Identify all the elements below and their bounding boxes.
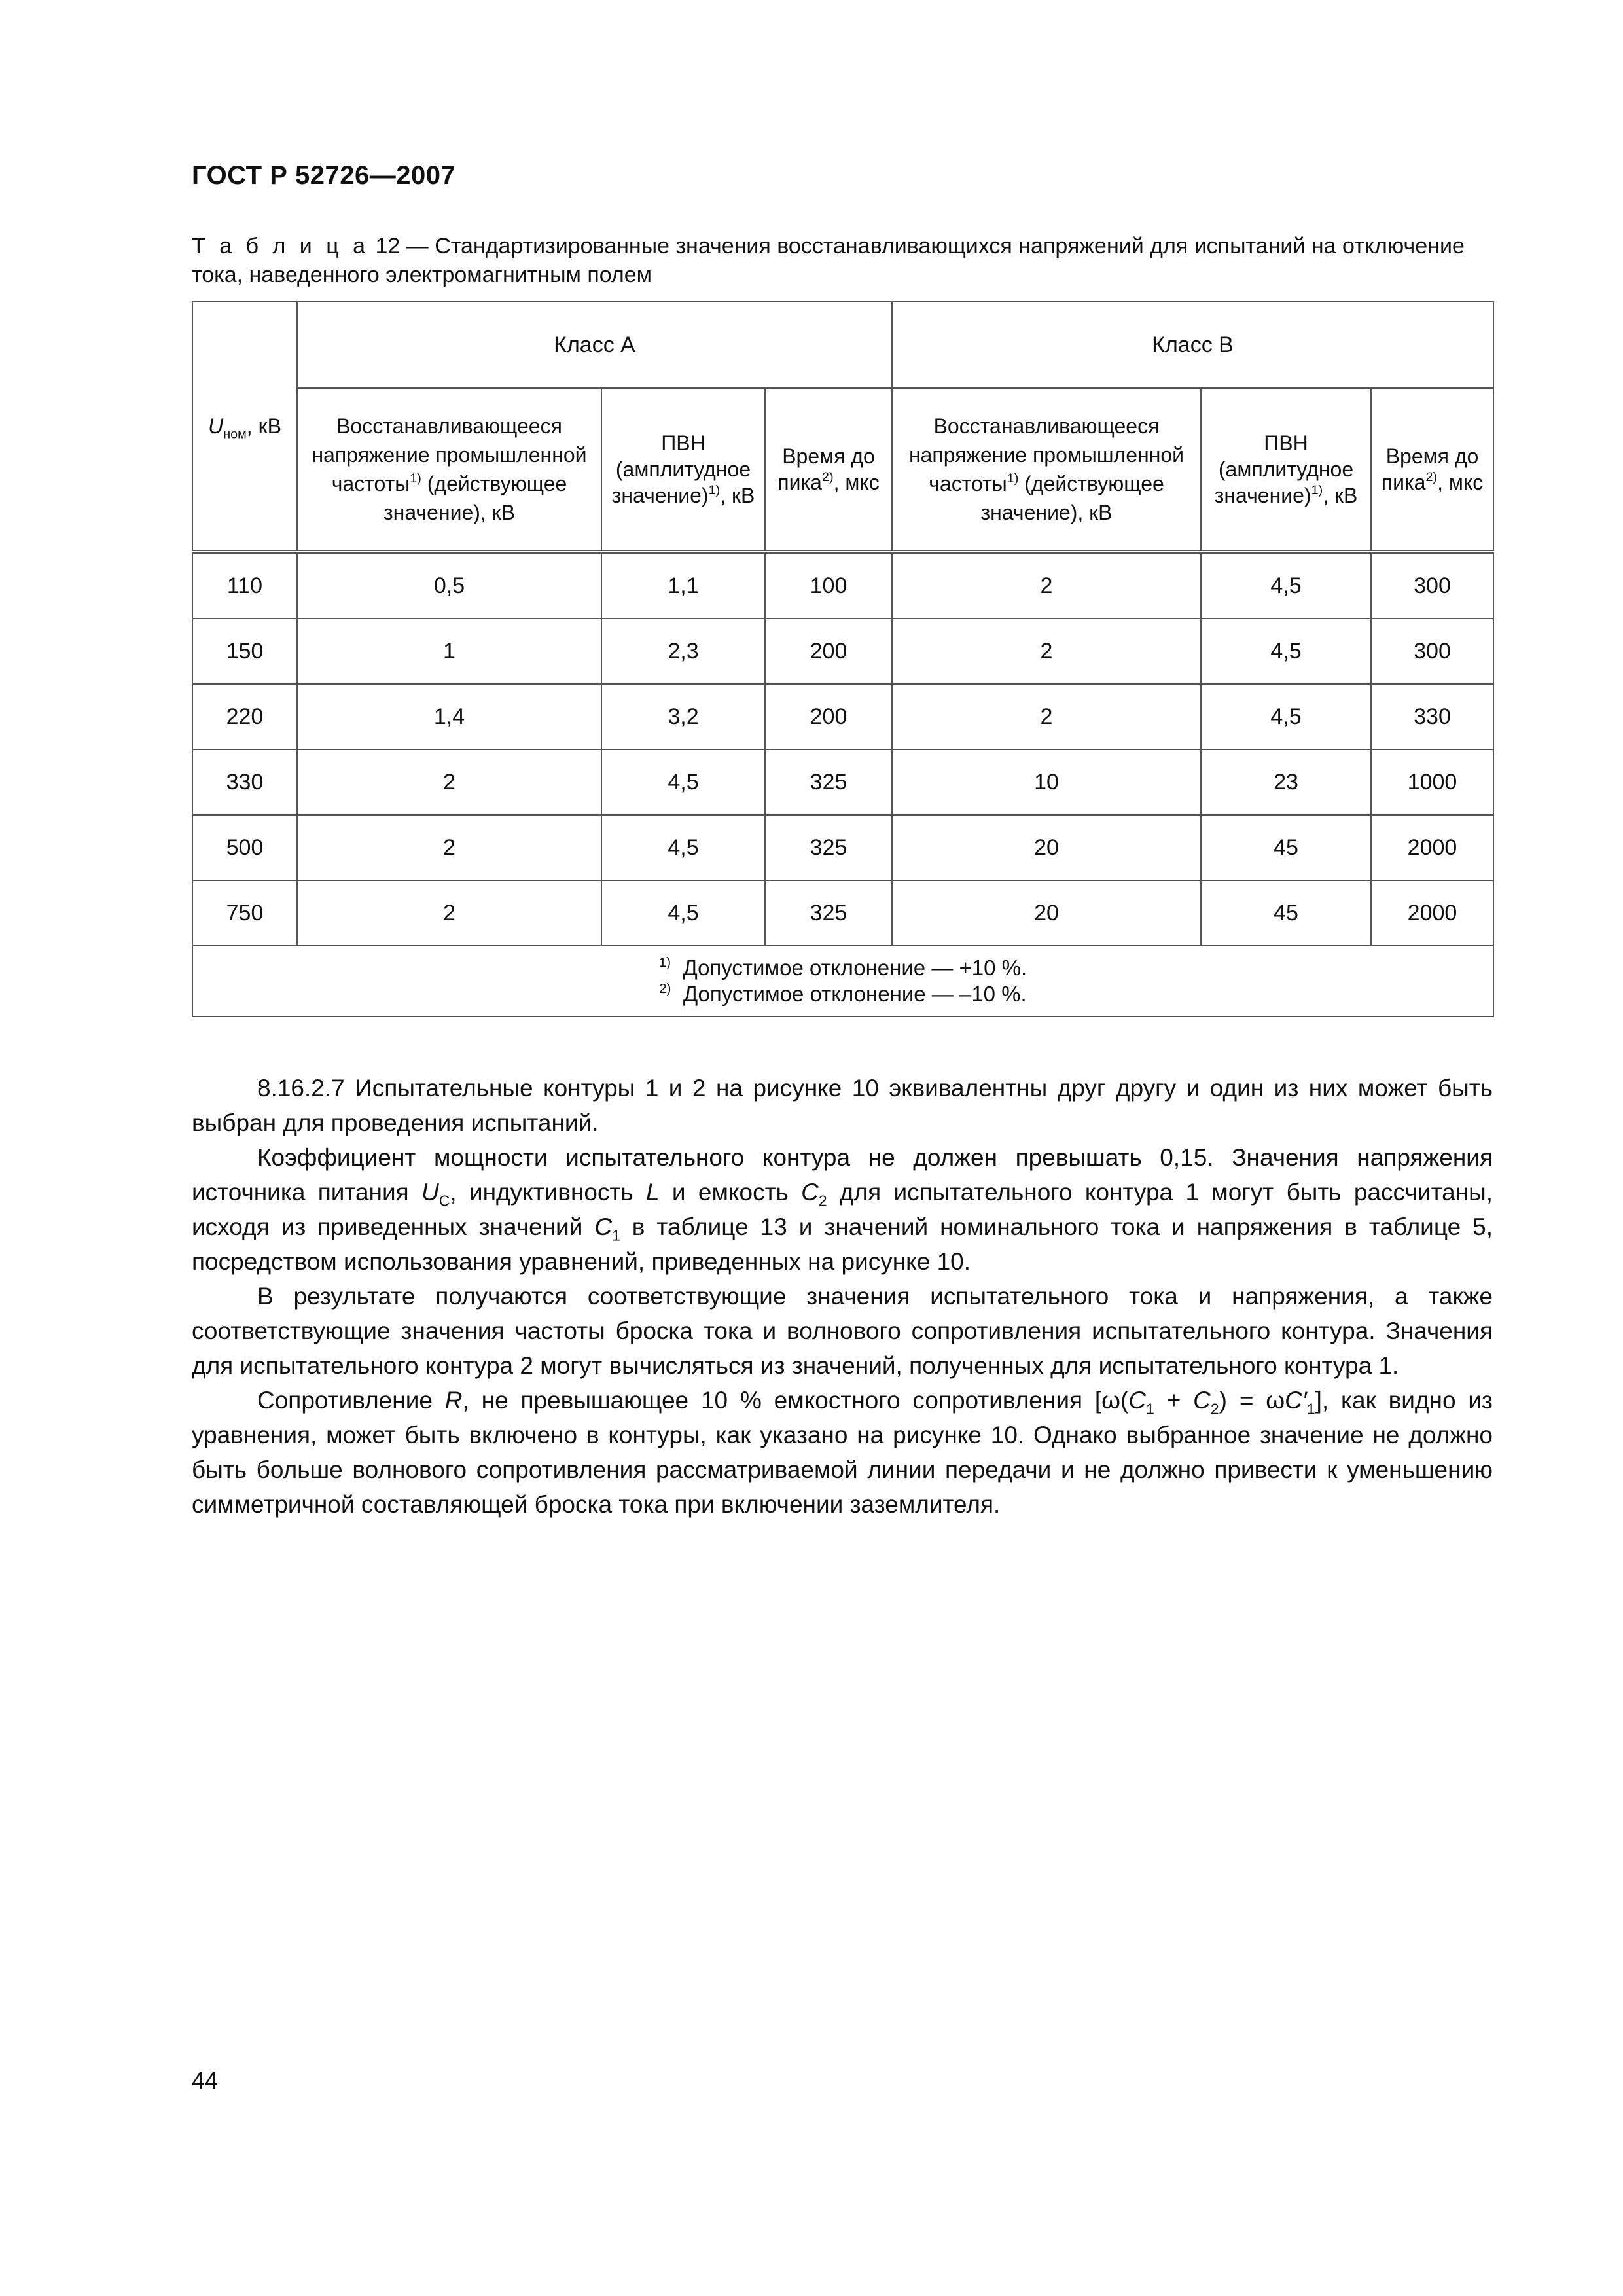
class-a-header: Класс А bbox=[297, 302, 892, 388]
cell-a-voltage: 1,4 bbox=[297, 684, 601, 749]
cell-a-voltage: 1 bbox=[297, 619, 601, 684]
cell-a-time: 325 bbox=[765, 749, 892, 815]
table-note-2: $^{2)}$ Допустимое отклонение — –10 %. bbox=[659, 980, 1027, 1006]
cell-b-voltage: 20 bbox=[892, 815, 1201, 880]
unom-header: $U_{ном}$, кВ bbox=[192, 302, 297, 552]
cell-unom: 330 bbox=[192, 749, 297, 815]
cell-b-voltage: 2 bbox=[892, 684, 1201, 749]
cell-a-time: 325 bbox=[765, 815, 892, 880]
document-header: ГОСТ Р 52726—2007 bbox=[192, 161, 456, 190]
table-header-row bbox=[192, 302, 1493, 388]
cell-unom: 500 bbox=[192, 815, 297, 880]
class-a-voltage-header: Восстанавливающееся напряжение промышленной частоты$^{1)}$ (действующее значение), кВ bbox=[297, 388, 601, 552]
class-b-header: Класс В bbox=[892, 302, 1493, 388]
cell-b-voltage: 10 bbox=[892, 749, 1201, 815]
table-notes-row bbox=[192, 946, 1493, 1016]
cell-a-pvn: 4,5 bbox=[601, 749, 765, 815]
table-subheader-row bbox=[192, 388, 1493, 552]
table-row bbox=[192, 684, 1493, 749]
cell-unom: 150 bbox=[192, 619, 297, 684]
cell-a-voltage: 2 bbox=[297, 749, 601, 815]
table-row bbox=[192, 880, 1493, 946]
cell-a-pvn: 1,1 bbox=[601, 552, 765, 619]
cell-a-pvn: 4,5 bbox=[601, 815, 765, 880]
cell-a-pvn: 4,5 bbox=[601, 880, 765, 946]
table-row bbox=[192, 619, 1493, 684]
cell-b-pvn: 4,5 bbox=[1201, 619, 1371, 684]
class-a-pvn-header: ПВН (амплитудное значение)$^{1)}$, кВ bbox=[601, 388, 765, 552]
paragraph-result: В результате получаются соответствующие значения испытательного тока и напряжения, а также соответствующие значения частоты броска тока и волнового сопротивления испытательного контура. Значения для испытательного контура 2 могут вычисляться из значений, полученных для испытательного контура 1. bbox=[192, 1283, 1493, 1379]
cell-b-pvn: 23 bbox=[1201, 749, 1371, 815]
cell-b-pvn: 4,5 bbox=[1201, 552, 1371, 619]
paragraph-resistance: Сопротивление R, не превышающее 10 % емкостного сопротивления $[\omega(C_1 + C_2) = \omega C'_1]$, как видно из уравнения, может быть включено в контуры, как указано на рисунке 10. Однако выбранное значение не должно быть больше волнового сопротивления рассматриваемой линии передачи и не должно привести к уменьшению симметричной составляющей броска тока при включении заземлителя. bbox=[192, 1387, 1493, 1518]
paragraph-power-factor: Коэффициент мощности испытательного контура не должен превышать 0,15. Значения напряжения источника питания $U_C$, индуктивность L и емкость $C_2$ для испытательного контура 1 могут быть рассчитаны, исходя из приведенных значений $C_1$ в таблице 13 и значений номинального тока и напряжения в таблице 5, посредством использования уравнений, приведенных на рисунке 10. bbox=[192, 1144, 1493, 1275]
class-b-time-header: Время до пика$^{2)}$, мкс bbox=[1371, 388, 1493, 552]
cell-b-time: 300 bbox=[1371, 619, 1493, 684]
cell-a-time: 100 bbox=[765, 552, 892, 619]
page-number: 44 bbox=[192, 2067, 219, 2094]
cell-unom: 110 bbox=[192, 552, 297, 619]
cell-unom: 750 bbox=[192, 880, 297, 946]
cell-a-pvn: 2,3 bbox=[601, 619, 765, 684]
table-note-1: $^{1)}$ Допустимое отклонение — +10 %. bbox=[658, 954, 1027, 980]
class-b-voltage-header: Восстанавливающееся напряжение промышленной частоты$^{1)}$ (действующее значение), кВ bbox=[892, 388, 1201, 552]
cell-b-voltage: 2 bbox=[892, 552, 1201, 619]
cell-a-time: 200 bbox=[765, 619, 892, 684]
cell-b-voltage: 20 bbox=[892, 880, 1201, 946]
cell-a-pvn: 3,2 bbox=[601, 684, 765, 749]
table-row bbox=[192, 552, 1493, 619]
cell-b-pvn: 4,5 bbox=[1201, 684, 1371, 749]
table-row bbox=[192, 749, 1493, 815]
cell-b-time: 300 bbox=[1371, 552, 1493, 619]
class-a-time-header: Время до пика$^{2)}$, мкс bbox=[765, 388, 892, 552]
cell-b-voltage: 2 bbox=[892, 619, 1201, 684]
cell-b-time: 2000 bbox=[1371, 815, 1493, 880]
cell-b-time: 330 bbox=[1371, 684, 1493, 749]
table-caption-label: Т а б л и ц а bbox=[192, 234, 370, 259]
cell-b-time: 2000 bbox=[1371, 880, 1493, 946]
table-notes bbox=[192, 946, 1493, 1016]
cell-a-time: 200 bbox=[765, 684, 892, 749]
cell-b-pvn: 45 bbox=[1201, 815, 1371, 880]
table-caption bbox=[192, 232, 1492, 289]
class-b-pvn-header: ПВН (амплитудное значение)$^{1)}$, кВ bbox=[1201, 388, 1371, 552]
table-caption-text: — Стандартизированные значения восстанавливающихся напряжений для испытаний на отключение тока, наведенного электромагнитным полем bbox=[192, 234, 1465, 287]
cell-a-voltage: 0,5 bbox=[297, 552, 601, 619]
table-row bbox=[192, 815, 1493, 880]
cell-b-time: 1000 bbox=[1371, 749, 1493, 815]
cell-a-time: 325 bbox=[765, 880, 892, 946]
cell-a-voltage: 2 bbox=[297, 815, 601, 880]
cell-a-voltage: 2 bbox=[297, 880, 601, 946]
paragraph-8-16-2-7: 8.16.2.7 Испытательные контуры 1 и 2 на рисунке 10 эквивалентны друг другу и один из них может быть выбран для проведения испытаний. bbox=[192, 1075, 1493, 1136]
voltage-table bbox=[192, 301, 1494, 1017]
table-caption-number: 12 bbox=[375, 234, 401, 259]
cell-b-pvn: 45 bbox=[1201, 880, 1371, 946]
body-text bbox=[192, 1071, 1493, 1522]
cell-unom: 220 bbox=[192, 684, 297, 749]
